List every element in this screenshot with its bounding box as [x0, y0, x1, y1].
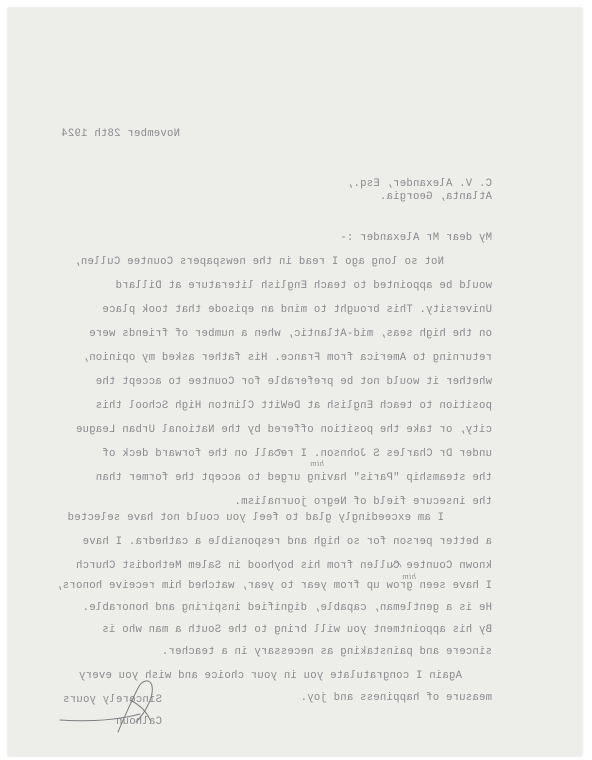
handwritten-insertion: him	[309, 460, 324, 468]
body-line: I am exceedingly glad to feel you could not have selected	[67, 512, 444, 524]
body-line: known Countee Cullen from his boyhood in Salem Methodist Church	[75, 560, 492, 572]
body-line: city, or take the position offered by the National Urban League	[75, 424, 492, 436]
typed-signature: Calhoun	[115, 716, 162, 728]
body-line: under Dr Charles S Johnson. I recall on the forward deck of	[102, 448, 492, 460]
body-line: measure of happiness and joy.	[300, 692, 492, 704]
body-line: Again I congratulate you in your choice and wish you every	[78, 670, 462, 682]
recipient-line-1: C. V. Alexander, Esq.,	[346, 178, 492, 190]
body-line: would be appointed to teach English literature at Dillard	[115, 280, 492, 292]
recipient-line-2: Atlanta, Georgia.	[379, 191, 492, 203]
letter-date: November 28th 1924	[61, 128, 180, 140]
body-line: By his appointment you will bring to the South a man who is	[102, 624, 492, 636]
body-line: a better person for so high and responsible a cathedra. I have	[82, 536, 492, 548]
salutation: My dear Mr Alexander :-	[340, 232, 492, 244]
body-line: He is a gentleman, capable, dignified inspiring and honorable.	[82, 602, 492, 614]
body-line: University. This brought to mind an episode that took place	[102, 304, 492, 316]
body-line: the insecure field of Negro journalism.	[234, 496, 492, 508]
body-line: whether it would not be preferable for Countee to accept the	[95, 376, 492, 388]
handwritten-insertion: him	[401, 573, 416, 581]
body-line: sincere and painstaking as necessary in a teacher.	[161, 646, 492, 658]
closing: Sincerely yours	[62, 694, 162, 706]
body-line: the steamship "Paris" having urged to accept the former than	[95, 472, 492, 484]
body-line: Not so long ago I read in the newspapers Countee Cullen,	[73, 256, 444, 268]
body-line: position to teach English at DeWitt Clinton High School this	[95, 400, 492, 412]
body-line: on the high seas, mid-Atlantic, when a number of friends were	[88, 328, 492, 340]
body-line: returning to America from France. His father asked my opinion,	[82, 352, 492, 364]
body-line: I have seen grow up from year to year, watched him receive honors,	[55, 580, 492, 592]
